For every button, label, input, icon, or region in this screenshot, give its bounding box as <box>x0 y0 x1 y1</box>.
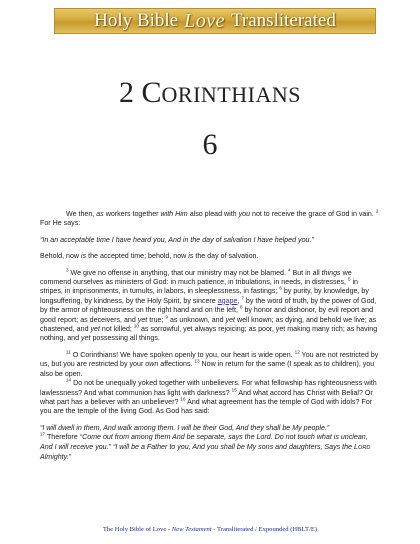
text-run: the day of salvation. <box>193 252 259 261</box>
text-run: we commend ourselves as ministers of God: in much patience, in tribulations, in needs, in distresses, <box>40 268 352 287</box>
verse-number: 12 <box>294 349 300 355</box>
chapter-number: 6 <box>202 128 218 161</box>
paragraph-1 <box>40 210 380 229</box>
book-number: 2 <box>119 76 135 109</box>
book-name-initial: C <box>141 76 162 109</box>
text-run: But in all <box>290 268 322 277</box>
text-run: yet <box>90 325 100 334</box>
text-run: Now in return for the same (I speak as to children), you also be open. <box>40 360 375 378</box>
text-run: by purity, by knowledge, by longsuffering, by kindness, by the Holy Spirit, by sincere <box>40 287 369 305</box>
text-run: “I will dwell in them, And walk among them. I will be their God, And they shall be My people.” <box>40 423 330 432</box>
text-run: not to receive the grace of God in vain. <box>250 210 376 218</box>
text-run: own <box>145 360 159 369</box>
text-run: yet <box>81 334 91 343</box>
text-run: And what agreement has the temple of God with idols? For you are the temple of the living God. As God has said: <box>40 397 373 416</box>
text-run: as unknown, and <box>167 315 226 324</box>
verse-number: 11 <box>66 349 71 355</box>
paragraph-5 <box>40 379 380 417</box>
text-run: For He says: <box>40 219 81 228</box>
text-run: And what accord has Christ with Belial? Or what part has a believer with an unbeliever? <box>40 388 373 406</box>
text-run: you <box>238 210 251 218</box>
text-run: Almighty.” <box>40 452 72 461</box>
text-run: yet <box>225 315 236 324</box>
verse-number: 2 <box>375 208 379 214</box>
verse-number: 10 <box>133 323 139 329</box>
verse-number: 17 <box>40 431 46 437</box>
page-footer <box>0 526 420 533</box>
text-run: Therefore <box>45 433 80 442</box>
quote-3 <box>40 433 380 462</box>
verse-number: 8 <box>239 304 243 310</box>
text-run: Behold, now <box>40 252 82 261</box>
text-run: is <box>188 252 194 261</box>
verse-number: 4 <box>287 267 291 273</box>
text-run: in stripes, in imprisonments, in tumults, in labors, in sleeplessness, in fastings; <box>40 278 358 296</box>
verse-number: 9 <box>165 314 168 320</box>
agape-link[interactable]: agape <box>217 296 238 305</box>
text-run: also plead with <box>187 210 239 218</box>
text-run: by the word of truth, by the power of God, by the armor of righteousness on the right hand and on the left, <box>40 296 377 315</box>
banner-love-script: Love <box>184 9 225 32</box>
book-name-rest: ORINTHIANS <box>161 82 301 107</box>
text-run: the accepted time; behold, now <box>86 252 189 261</box>
banner-title-right: Transliterated <box>230 10 336 31</box>
text-run: We give no offense in anything, that our ministry may not be blamed. <box>68 268 288 277</box>
paragraph-4 <box>40 351 380 379</box>
chapter-text <box>40 210 380 469</box>
quote-2 <box>40 424 380 433</box>
verse-number: 7 <box>241 295 244 301</box>
text-run: is <box>81 252 87 261</box>
banner-title-left: Holy Bible <box>94 10 179 31</box>
text-run: “I will be a Father to you, And you shall be My sons and daughters, Says the L <box>112 442 358 451</box>
quote-1: “In an acceptable time I have heard you, And in the day of salvation I have helped you.” <box>40 235 314 244</box>
text-run: We then, <box>66 210 97 218</box>
verse-number: 3 <box>66 267 69 273</box>
text-run: affections. <box>158 360 195 369</box>
header-banner <box>54 8 376 34</box>
paragraph-3 <box>40 269 380 344</box>
text-run: by honor and dishonor, by evil report and good report; as deceivers, and <box>40 306 374 324</box>
paragraph-2 <box>40 252 380 261</box>
text-run: true; <box>147 315 166 324</box>
text-run: possessing all things. <box>90 334 160 343</box>
verse-number: 16 <box>180 396 186 402</box>
text-run: things <box>321 268 341 277</box>
footer-text: New Testament <box>171 526 212 533</box>
verse-number: 5 <box>347 276 351 282</box>
text-run: ORD <box>357 444 371 451</box>
footer-text: The Holy Bible of Love - <box>102 526 172 533</box>
text-run: with Him <box>160 210 188 218</box>
text-run: workers together <box>103 210 161 218</box>
footer-text: - Transliterated / Expounded (HBLT/E) <box>211 526 318 533</box>
text-run: You are not restricted by us, but you are restricted by your <box>40 350 379 369</box>
text-run: “Come out from among them And be separate, says the Lord. Do not touch what is unclean, And I will receive you.” <box>40 433 368 451</box>
text-run: not killed; <box>99 325 134 334</box>
text-run: yet <box>137 315 148 324</box>
text-run: Do not be unequally yoked together with unbelievers. For what fellowship has righteousness with lawlessness? And what communion has light with darkness? <box>40 379 377 397</box>
verse-number: 14 <box>66 377 72 383</box>
text-run: well known; as dying, and behold we live; as chastened, and <box>40 315 377 334</box>
text-run: , <box>237 296 242 305</box>
text-run: O Corinthians! We have spoken openly to you, our heart is wide open. <box>70 350 295 359</box>
verse-number: 13 <box>194 358 200 364</box>
text-run: as <box>96 210 104 218</box>
text-run: as sorrowful, yet always rejoicing; as poor, yet making many rich; as having nothing, and <box>40 325 378 343</box>
book-title <box>0 76 420 110</box>
verse-number: 15 <box>231 387 237 393</box>
verse-number: 6 <box>279 286 282 292</box>
